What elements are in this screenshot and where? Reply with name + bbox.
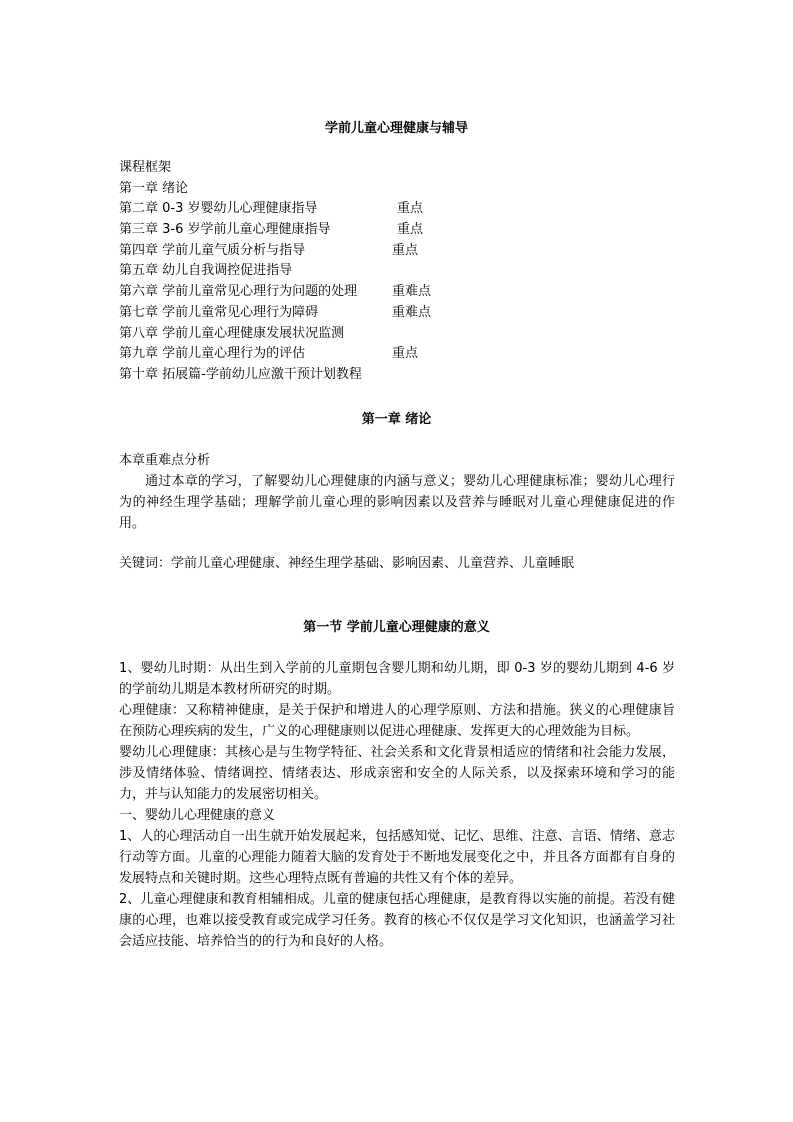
toc-item-label: 第二章 0-3 岁婴幼儿心理健康指导 [119, 201, 318, 217]
toc-item-label: 第六章 学前儿童常见心理行为问题的处理 [119, 284, 358, 300]
paragraph: 1、人的心理活动自一出生就开始发展起来，包括感知觉、记忆、思维、注意、言语、情绪、意志行动等方面。儿童的心理能力随着大脑的发育处于不断地发展变化之中，并且各方面都有自身的发展特点和关键时期。这些心理特点既有普遍的共性又有个体的差异。 [119, 829, 675, 886]
toc-item [119, 179, 675, 200]
toc-item-tag: 重难点 [392, 284, 432, 300]
subheading: 一、婴幼儿心理健康的意义 [119, 808, 276, 823]
paragraph: 1、婴幼儿时期：从出生到入学前的儿童期包含婴儿期和幼儿期，即 0-3 岁的婴幼儿期到 4-6 岁的学前幼儿期是本教材所研究的时期。 [119, 661, 675, 697]
section-title: 第一节 学前儿童心理健康的意义 [303, 620, 490, 635]
toc-item-tag: 重点 [397, 222, 424, 238]
keywords: 关键词：学前儿童心理健康、神经生理学基础、影响因素、儿童营养、儿童睡眠 [119, 556, 575, 571]
paragraph: 心理健康：又称精神健康，是关于保护和增进人的心理学原则、方法和措施。狭义的心理健康旨在预防心理疾病的发生，广义的心理健康则以促进心理健康、发挥更大的心理效能为目标。 [119, 703, 675, 739]
toc-item-label: 第九章 学前儿童心理行为的评估 [119, 346, 306, 362]
section-body [119, 658, 675, 952]
toc-item [119, 365, 675, 386]
key-points-text: 通过本章的学习，了解婴幼儿心理健康的内涵与意义；婴幼儿心理健康标准；婴幼儿心理行为的神经生理学基础；理解学前儿童心理的影响因素以及营养与睡眠对儿童心理健康促进的作用。 [119, 474, 675, 531]
document-title: 学前儿童心理健康与辅导 [324, 121, 468, 136]
toc-item-label: 第十章 拓展篇-学前幼儿应激干预计划教程 [119, 366, 362, 382]
paragraph: 2、儿童心理健康和教育相辅相成。儿童的健康包括心理健康，是教育得以实施的前提。若没有健康的心理，也难以接受教育或完成学习任务。教育的核心不仅仅是学习文化知识，也涵盖学习社会适应技能、培养恰当的的行为和良好的人格。 [119, 892, 675, 949]
toc-item-tag: 重难点 [392, 304, 432, 320]
toc-item-label: 第四章 学前儿童气质分析与指导 [119, 242, 306, 258]
toc-item-label: 第一章 绪论 [119, 180, 189, 196]
chapter-intro [119, 450, 675, 534]
framework-heading: 课程框架 [119, 160, 172, 175]
toc-item-label: 第八章 学前儿童心理健康发展状况监测 [119, 325, 345, 341]
chapter-list [119, 179, 675, 386]
toc-item-tag: 重点 [392, 346, 419, 362]
toc-item-label: 第三章 3-6 岁学前儿童心理健康指导 [119, 222, 331, 238]
paragraph: 婴幼儿心理健康：其核心是与生物学特征、社会关系和文化背景相适应的情绪和社会能力发展，涉及情绪体验、情绪调控、情绪表达、形成亲密和安全的人际关系，以及探索环境和学习的能力，并与认知能力的发展密切相关。 [119, 745, 675, 802]
toc-item [119, 344, 675, 365]
toc-item-tag: 重点 [397, 201, 424, 217]
toc-item [119, 241, 675, 262]
toc-item [119, 303, 675, 324]
toc-item-label: 第七章 学前儿童常见心理行为障碍 [119, 304, 319, 320]
chapter-title: 第一章 绪论 [361, 412, 432, 427]
toc-item [119, 220, 675, 241]
toc-item [119, 324, 675, 345]
toc-item [119, 261, 675, 282]
toc-item-tag: 重点 [392, 242, 419, 258]
course-framework [119, 158, 675, 386]
toc-item-label: 第五章 幼儿自我调控促进指导 [119, 263, 293, 279]
key-points-heading: 本章重难点分析 [119, 453, 211, 468]
toc-item [119, 199, 675, 220]
toc-item [119, 282, 675, 303]
